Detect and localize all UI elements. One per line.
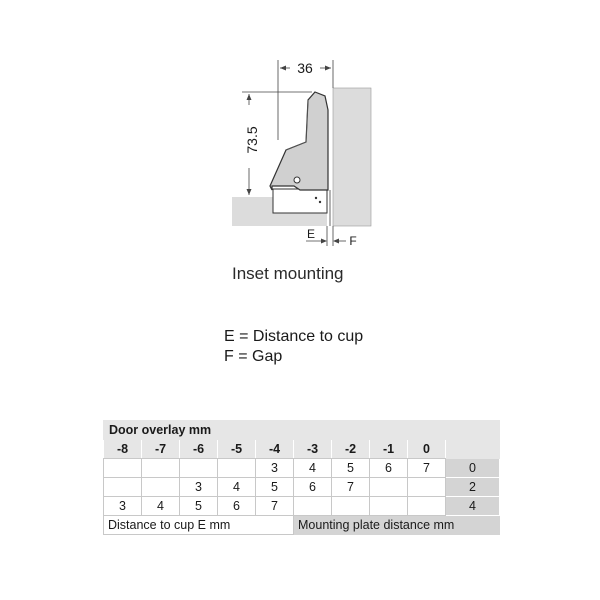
door-overlay-table xyxy=(103,420,500,535)
table-cell: 4 xyxy=(142,497,180,516)
table-row xyxy=(104,459,500,478)
label-f: F xyxy=(349,234,357,248)
dim-width-label: 36 xyxy=(297,60,313,76)
table-footer-row xyxy=(104,516,500,535)
table-cell xyxy=(370,478,408,497)
table-cell xyxy=(332,497,370,516)
column-header-row xyxy=(104,440,500,459)
column-header: -2 xyxy=(332,440,370,459)
table-cell xyxy=(370,497,408,516)
table-cell: 7 xyxy=(332,478,370,497)
legend-e: E = Distance to cup xyxy=(224,328,364,345)
table-cell xyxy=(294,497,332,516)
plate-distance-cell: 4 xyxy=(446,497,500,516)
footer-plate-distance: Mounting plate distance mm xyxy=(294,516,500,535)
table-cell xyxy=(408,478,446,497)
table-cell xyxy=(142,459,180,478)
hinge-cup xyxy=(273,189,327,213)
table-cell: 7 xyxy=(256,497,294,516)
table-cell: 6 xyxy=(370,459,408,478)
table-cell xyxy=(218,459,256,478)
table-cell: 4 xyxy=(218,478,256,497)
column-header: -7 xyxy=(142,440,180,459)
table-row xyxy=(104,497,500,516)
table-cell: 7 xyxy=(408,459,446,478)
table-cell: 3 xyxy=(180,478,218,497)
legend-f: F = Gap xyxy=(224,348,283,365)
column-header: -1 xyxy=(370,440,408,459)
column-header: 0 xyxy=(408,440,446,459)
plate-header-blank xyxy=(446,440,500,459)
footer-distance-to-cup: Distance to cup E mm xyxy=(104,516,294,535)
column-header: -6 xyxy=(180,440,218,459)
column-header: -3 xyxy=(294,440,332,459)
table-cell: 3 xyxy=(104,497,142,516)
table-cell: 6 xyxy=(218,497,256,516)
plate-distance-cell: 0 xyxy=(446,459,500,478)
column-header: -5 xyxy=(218,440,256,459)
diagram-caption: Inset mounting xyxy=(232,264,344,283)
table-cell xyxy=(180,459,218,478)
table-cell: 5 xyxy=(180,497,218,516)
table-cell xyxy=(408,497,446,516)
plate-distance-cell: 2 xyxy=(446,478,500,497)
table-cell: 4 xyxy=(294,459,332,478)
hinge-arm xyxy=(270,92,328,190)
table-title: Door overlay mm xyxy=(104,421,500,440)
table-cell: 3 xyxy=(256,459,294,478)
column-header: -8 xyxy=(104,440,142,459)
table-cell: 5 xyxy=(256,478,294,497)
column-header: -4 xyxy=(256,440,294,459)
label-e: E xyxy=(306,227,316,241)
table-cell: 5 xyxy=(332,459,370,478)
table-cell: 6 xyxy=(294,478,332,497)
table-cell xyxy=(104,478,142,497)
legend xyxy=(224,327,363,367)
cabinet-side-panel xyxy=(333,88,371,226)
dim-height-label: 73.5 xyxy=(244,126,260,154)
table-row xyxy=(104,478,500,497)
table-cell xyxy=(104,459,142,478)
table-cell xyxy=(142,478,180,497)
